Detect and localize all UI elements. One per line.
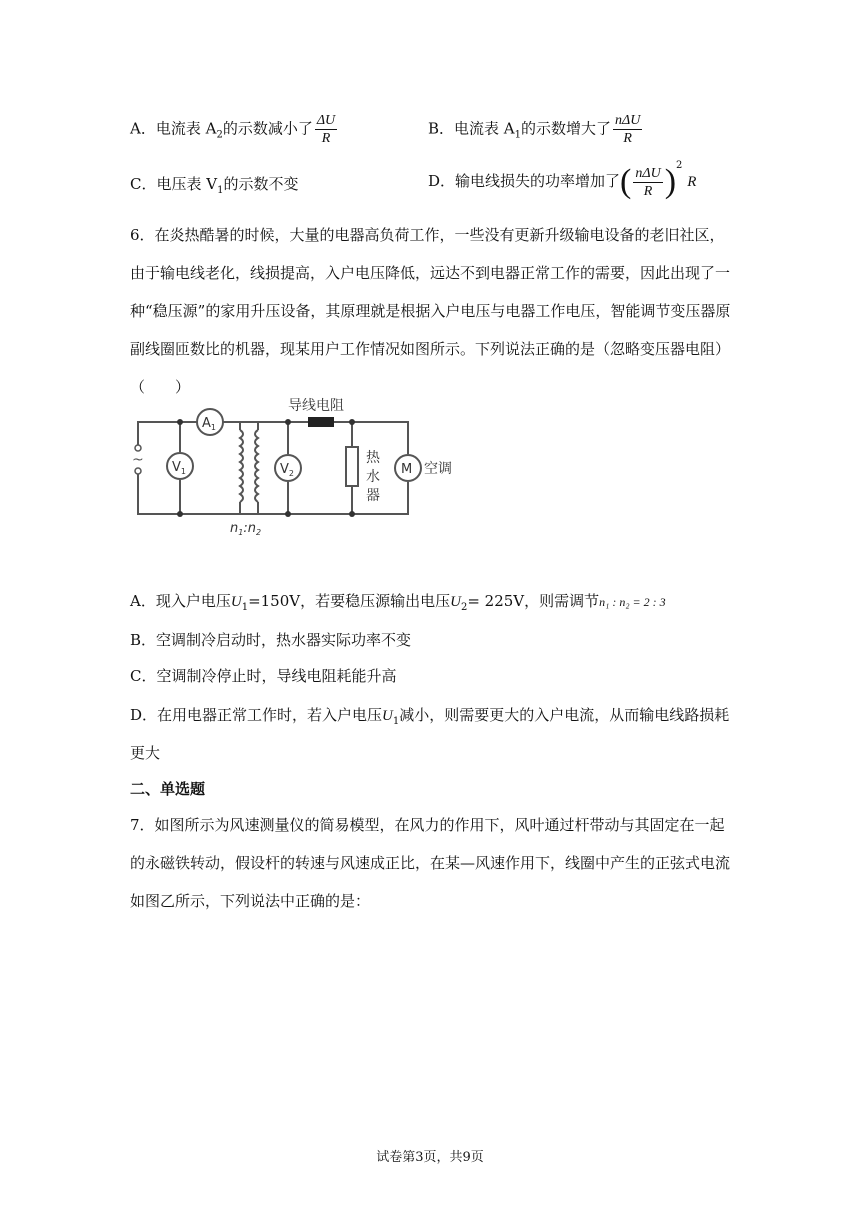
q6-option-d: D．在用电器正常工作时，若入户电压$U_1$减小，则需要更大的入户电流，从而输电线路损耗 — [130, 706, 730, 727]
q5-option-a: A．电流表 $A_2$的示数减小了 $\frac{\Delta U}{R}$ — [130, 113, 336, 146]
turns-ratio-label: $n_1:n_2$ — [230, 521, 262, 537]
q6-stem: 6．在炎热酷暑的时候，大量的电器高负荷工作，一些没有更新升级输电设备的老旧社区，由于输电线老化，线损提高，入户电压降低，远达不到电器正常工作的需要，因此出现了一种“稳压源”的家用升压设备，其原理就是根据入户电压与电器工作电压，智能调节变压器原副线圈匝数比的机器，现某用户工作情况如图所示。下列说法正确的是（忽略变压器电阻）（ ） — [130, 226, 731, 396]
svg-text:器: 器 — [366, 488, 380, 504]
svg-text:水: 水 — [366, 469, 380, 485]
q6-option-a: A．现入户电压$U_1=150V$，若要稳压源输出电压$U_2= 225V$，则需调节n₁ : n₂ = 2 : 3 — [130, 592, 666, 613]
q6-circuit-figure — [128, 392, 468, 542]
q6-option-d-cont: 更大 — [130, 744, 161, 762]
page-footer: 试卷第3页，共9页 — [376, 1150, 484, 1165]
ac-source-symbol: ~ — [132, 452, 144, 468]
section-heading: 二、单选题 — [130, 780, 206, 798]
q7-stem: 7．如图所示为风速测量仪的简易模型，在风力的作用下，风叶通过杆带动与其固定在一起的永磁铁转动，假设杆的转速与风速成正比，在某—风速作用下，线圈中产生的正弦式电流如图乙所示，下列说法中正确的是： — [130, 816, 731, 910]
q5-option-c: C．电压表 $V_1$的示数不变 — [130, 175, 299, 196]
air-conditioner-label: 空调 — [424, 461, 452, 477]
q6-option-b: B．空调制冷启动时，热水器实际功率不变 — [130, 631, 412, 649]
wire-resistor-icon — [308, 417, 334, 427]
q5-d-fraction: $\frac{\text{nΔU}}{R}$ — [635, 165, 661, 199]
svg-text:热: 热 — [366, 450, 380, 466]
q6-option-c: C．空调制冷停止时，导线电阻耗能升高 — [130, 667, 397, 685]
svg-text:V2: $V_2$ — [280, 462, 294, 478]
q5-b-fraction: $\frac{\text{nΔU}}{R}$ — [615, 113, 641, 146]
q5-option-b: B．电流表 $A_1$的示数增大了 $\frac{\text{nΔU}}{R}$ — [428, 113, 641, 146]
q5-a-fraction: $\frac{\Delta U}{R}$ — [316, 113, 336, 146]
wire-resistance-label: 导线电阻 — [288, 398, 344, 414]
svg-text:M: M — [401, 462, 413, 477]
svg-text:V1: $V_1$ — [172, 460, 186, 476]
heater-resistor-icon — [346, 447, 358, 486]
svg-text:A1: $A_1$ — [202, 416, 216, 432]
q5-option-d: D．输电线损失的功率增加了( $\frac{\text{nΔU}}{R}$ )$^2$ R — [428, 160, 697, 200]
